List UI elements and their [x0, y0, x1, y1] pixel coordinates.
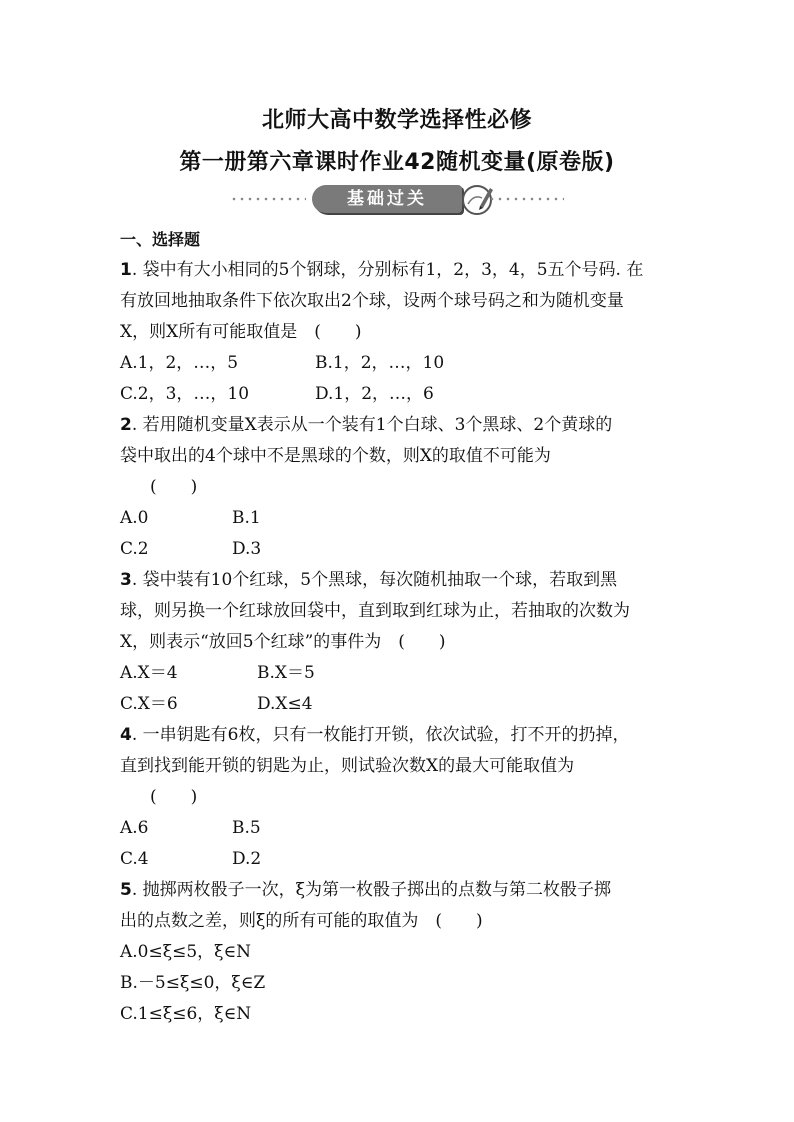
option-a: A.1，2，…，5	[120, 353, 239, 373]
question-content	[120, 224, 680, 1030]
question-5-line2: 出的点数之差，则ξ的所有可能的取值为 ( )	[120, 911, 483, 931]
question-text: . 一串钥匙有6枚，只有一枚能打开锁，依次试验，打不开的扔掉，	[131, 725, 630, 745]
question-1-options-row1	[120, 348, 680, 379]
option-d: D.1，2，…，6	[315, 384, 434, 404]
question-text: . 袋中装有10个红球，5个黑球，每次随机抽取一个球，若取到黑	[131, 570, 618, 590]
option-c: C.2	[120, 539, 149, 559]
question-2-line1	[120, 410, 680, 441]
banner-label: 基础过关	[312, 185, 462, 213]
question-number: 2	[120, 415, 132, 435]
question-4-line2: 直到找到能开锁的钥匙为止，则试验次数X的最大可能取值为	[120, 756, 575, 776]
question-4-options-row1	[120, 813, 680, 844]
option-a: A.0≤ξ≤5，ξ∈N	[120, 942, 251, 962]
option-b: B.1	[232, 508, 261, 528]
question-2-line3: ( )	[150, 477, 198, 497]
question-text: . 若用随机变量X表示从一个装有1个白球、3个黑球、2个黄球的	[131, 415, 613, 435]
option-a: A.X＝4	[120, 663, 178, 683]
banner-dots-right	[488, 197, 564, 201]
question-text: . 袋中有大小相同的5个钢球，分别标有1，2，3，4，5五个号码. 在	[131, 260, 644, 280]
question-text: . 抛掷两枚骰子一次，ξ为第一枚骰子掷出的点数与第二枚骰子掷	[131, 880, 612, 900]
option-c: C.X＝6	[120, 694, 178, 714]
option-b: B.X＝5	[257, 663, 315, 683]
section-heading: 一、选择题	[120, 230, 201, 249]
question-3-line1	[120, 565, 680, 596]
question-4-line1	[120, 720, 680, 751]
question-1-line2: 有放回地抽取条件下依次取出2个球，设两个球号码之和为随机变量	[120, 291, 624, 311]
question-number: 3	[120, 570, 132, 590]
question-4-line3: ( )	[150, 787, 198, 807]
option-d: D.3	[232, 539, 262, 559]
option-c: C.2，3，…，10	[120, 384, 250, 404]
option-b: B.5	[232, 818, 261, 838]
question-1-options-row2	[120, 379, 680, 410]
question-2-options-row2	[120, 534, 680, 565]
banner-dots-left	[230, 197, 306, 201]
option-b: B.1，2，…，10	[315, 353, 445, 373]
question-2-line2: 袋中取出的4个球中不是黑球的个数，则X的取值不可能为	[120, 446, 551, 466]
option-c: C.1≤ξ≤6，ξ∈N	[120, 1004, 252, 1024]
question-1-line1	[120, 255, 680, 286]
section-banner	[230, 185, 564, 213]
document-title-line2: 第一册第六章课时作业42随机变量(原卷版)	[179, 150, 615, 175]
question-3-line2: 球，则另换一个红球放回袋中，直到取到红球为止，若抽取的次数为	[120, 601, 630, 621]
question-3-options-row1	[120, 658, 680, 689]
option-d: D.2	[232, 849, 262, 869]
option-b: B.－5≤ξ≤0，ξ∈Z	[120, 973, 266, 993]
question-4-options-row2	[120, 844, 680, 875]
option-a: A.0	[120, 508, 149, 528]
question-number: 5	[120, 880, 132, 900]
question-number: 4	[120, 725, 132, 745]
question-1-line3: X，则X所有可能取值是 ( )	[120, 322, 362, 342]
question-number: 1	[120, 260, 132, 280]
question-3-line3: X，则表示“放回5个红球”的事件为 ( )	[120, 632, 446, 652]
option-a: A.6	[120, 818, 149, 838]
option-c: C.4	[120, 849, 149, 869]
document-title-line1: 北师大高中数学选择性必修	[261, 108, 532, 133]
question-2-options-row1	[120, 503, 680, 534]
question-5-line1	[120, 875, 680, 906]
option-d: D.X≤4	[257, 694, 313, 714]
question-3-options-row2	[120, 689, 680, 720]
